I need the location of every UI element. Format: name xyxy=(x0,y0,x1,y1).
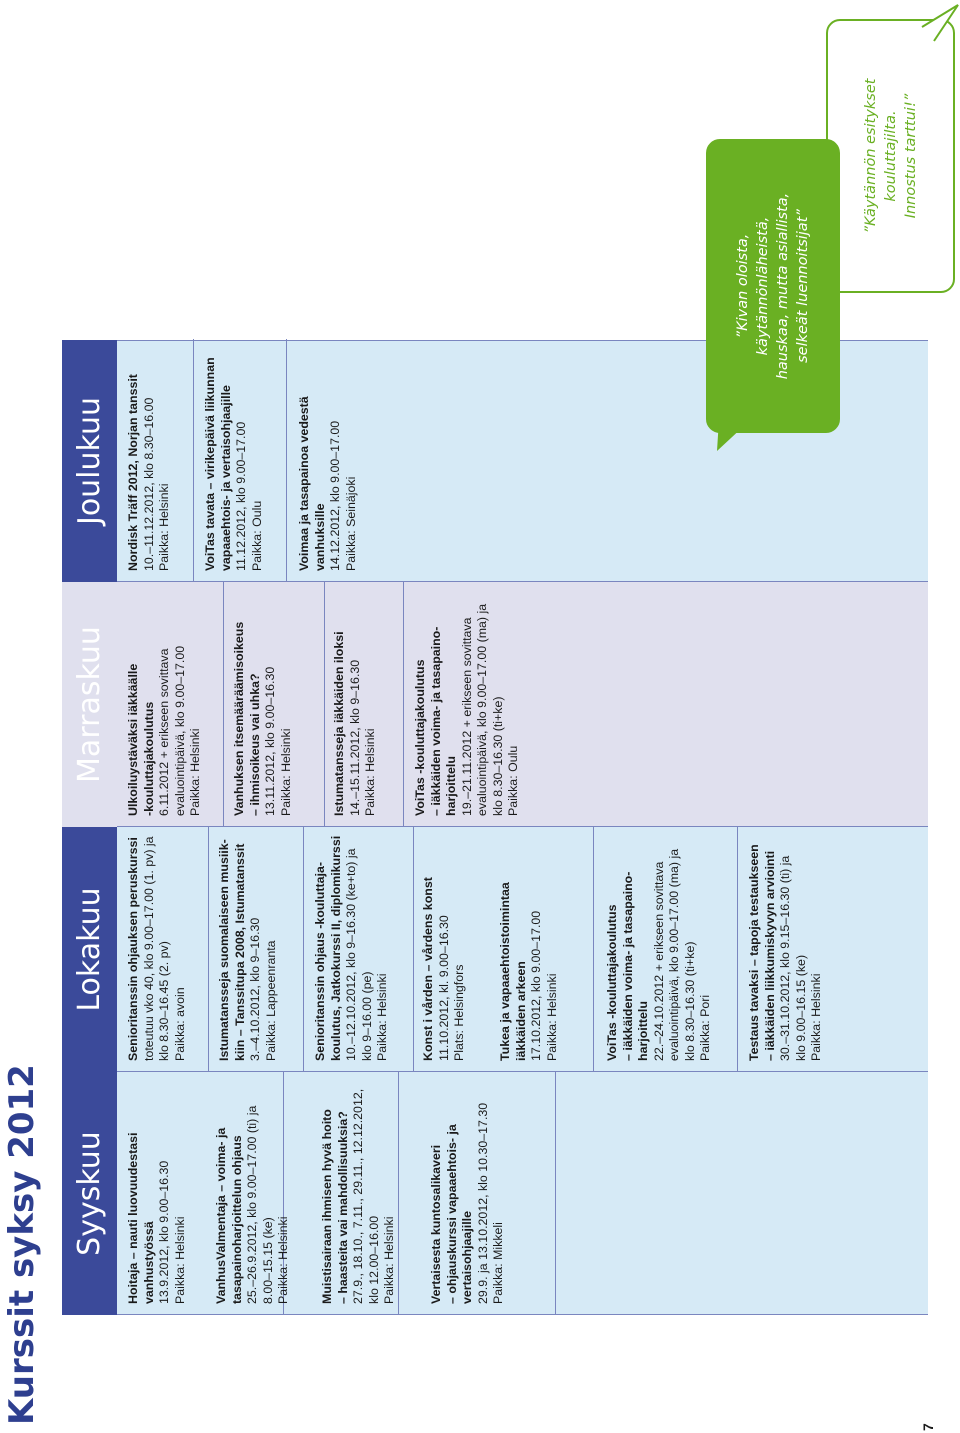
course-title: vapaaehtois- ja vertaisohjaajille xyxy=(218,385,233,571)
course-detail: Paikka: Helsinki xyxy=(363,728,377,816)
course-detail: Paikka: Helsinki xyxy=(375,973,389,1061)
quote-line: ”Kivan oloista, xyxy=(735,233,751,339)
course-title: Senioritanssin ohjaus -kouluttaja- xyxy=(313,862,327,1061)
course-detail: Paikka: Helsinki xyxy=(276,1216,290,1304)
divider xyxy=(737,826,738,1071)
course-detail: klo 9–16.00 (pe) xyxy=(359,971,374,1061)
quote-line: selkeät luennoitsijat” xyxy=(795,209,811,363)
divider xyxy=(286,339,287,581)
course-detail: evaluointipäivä, klo 9.00–17.00 xyxy=(172,645,187,816)
course-voitas-pori xyxy=(605,849,714,1061)
course-title: – iäkkäiden voima- ja tasapaino- xyxy=(620,871,635,1061)
course-detail: Paikka: Oulu xyxy=(506,745,520,816)
course-detail: evaluointipäivä, klo 9.00–17.00 (ma) ja xyxy=(475,603,489,816)
course-detail: 8.00–15.15 (ke) xyxy=(260,1217,275,1304)
course-title: – iäkkäiden liikkumiskyvyn arviointi xyxy=(762,850,777,1061)
course-title: koulutus, Jatkokurssi II, diplomikurssi xyxy=(328,835,343,1061)
divider xyxy=(208,826,209,1071)
divider xyxy=(555,1071,556,1314)
course-detail: Paikka: Helsinki xyxy=(278,728,293,816)
course-voimaa-vedesta xyxy=(297,396,359,571)
divider xyxy=(413,826,414,1071)
course-detail: Paikka: Helsinki xyxy=(188,728,202,816)
course-detail: klo 8.30–16.30 (ti+ke) xyxy=(490,696,505,816)
course-title: Ulkoiluystäväksi iäkkäälle xyxy=(126,663,140,816)
course-ulkoiluystavaksi xyxy=(126,646,204,816)
course-title: Tukea ja vapaaehtoistoimintaa xyxy=(498,882,512,1061)
course-detail: Paikka: Seinäjoki xyxy=(343,476,358,571)
course-title: harjoittelu xyxy=(444,756,458,816)
course-detail: Paikka: Helsinki xyxy=(172,1216,187,1304)
course-detail: klo 9.00–16.15 (ke) xyxy=(793,954,808,1061)
page-number: 7 xyxy=(920,1423,936,1431)
course-konst-i-varden xyxy=(421,877,468,1061)
course-istumatanssit-lappeenranta xyxy=(217,839,279,1061)
course-detail: 17.10.2012, klo 9.00–17.00 xyxy=(529,910,543,1061)
course-nordisk-traff xyxy=(126,374,173,571)
course-title: Vertaisesta kuntosalikaveri xyxy=(429,1144,443,1304)
course-detail: 19.–21.11.2012 + erikseen sovittava xyxy=(459,617,474,816)
divider xyxy=(223,581,224,826)
course-title: Konst i vården – vårdens konst xyxy=(421,877,435,1061)
course-detail: Paikka: Oulu xyxy=(249,500,264,571)
page-title: Kurssit syksy 2012 xyxy=(2,1064,42,1425)
bubble-tail-outline xyxy=(920,3,960,43)
divider xyxy=(403,581,404,826)
course-detail: evaluointipäivä, klo 9.00–17.00 (ma) ja xyxy=(667,848,681,1061)
divider xyxy=(398,1071,399,1314)
course-detail: 10.–12.10.2012, klo 9–16.30 (ke+to) ja xyxy=(344,848,358,1061)
course-detail: 27.9., 18.10., 7.11., 29.11., 12.12.2012, xyxy=(351,1088,365,1304)
course-title: Istumatansseja iäkkäiden iloksi xyxy=(332,631,346,816)
divider xyxy=(193,339,194,581)
course-detail: Paikka: Helsinki xyxy=(157,483,171,571)
course-detail: 10.–11.12.2012, klo 8.30–16.00 xyxy=(141,397,156,571)
course-title: VanhusValmentaja – voima- ja xyxy=(214,1127,228,1304)
course-detail: Paikka: Helsinki xyxy=(809,973,823,1061)
divider xyxy=(593,826,594,1071)
divider xyxy=(324,581,325,826)
course-detail: Plats: Helsingfors xyxy=(452,964,466,1061)
course-detail: 13.11.2012, klo 9.00–16.30 xyxy=(263,666,277,816)
course-vertaisesta xyxy=(429,1103,507,1304)
course-senioritanssi-peruskurssi xyxy=(126,836,188,1061)
course-senioritanssi-jatkokurssi xyxy=(313,836,391,1061)
column-lokakuu xyxy=(117,827,928,1072)
course-detail: Paikka: Pori xyxy=(698,994,712,1061)
column-syyskuu xyxy=(117,1072,928,1315)
course-detail: Paikka: Helsinki xyxy=(544,973,559,1061)
course-detail: Paikka: Lappeenranta xyxy=(263,940,278,1061)
course-title: kiin – Tanssitupa 2008, Istumatanssit xyxy=(232,843,247,1061)
month-header-joulukuu: Joulukuu xyxy=(62,340,117,582)
course-detail: 30.–31.10.2012, klo 9.15–16.30 (ti) ja xyxy=(778,855,792,1061)
divider xyxy=(303,826,304,1071)
quote-line: kouluttajilta. xyxy=(882,110,899,202)
course-testaus-tavaksi xyxy=(747,844,825,1061)
course-istumatanssit-iloksi xyxy=(332,631,379,816)
course-title: iäkkäiden arkeen xyxy=(513,961,528,1061)
course-hoitaja xyxy=(126,1133,188,1304)
quote-line: hauskaa, mutta asiallista, xyxy=(775,192,791,380)
course-detail: 11.12.2012, klo 9.00–17.00 xyxy=(234,421,248,571)
course-detail: Paikka: avoin xyxy=(172,987,187,1061)
course-vanhusvalmentaja xyxy=(214,1106,292,1304)
course-title: Istumatansseja suomalaiseen musiik- xyxy=(217,839,231,1061)
course-detail: 13.9.2012, klo 9.00–16.30 xyxy=(157,1160,171,1304)
course-detail: 25.–26.9.2012, klo 9.00–17.00 (ti) ja xyxy=(245,1105,259,1304)
month-header-marraskuu: Marraskuu xyxy=(62,582,117,827)
course-detail: klo 8.30–16.45 (2. pv) xyxy=(157,941,171,1061)
course-detail: 22.–24.10.2012 + erikseen sovittava xyxy=(651,861,666,1061)
course-detail: 14.–15.11.2012, klo 9–16.30 xyxy=(347,659,362,816)
course-title: Vanhuksen itsemääräämisoikeus xyxy=(232,621,246,816)
course-title: VoiTas tavata – virikepäivä liikunnan xyxy=(203,357,217,571)
course-title: tasapainoharjoittelun ohjaus xyxy=(229,1135,244,1304)
course-detail: 6.11.2012 + erikseen sovittava xyxy=(157,648,171,816)
course-voitas-oulu xyxy=(413,604,522,816)
course-title: vanhustyössä xyxy=(141,1221,156,1304)
course-title: Testaus tavaksi – tapoja testaukseen xyxy=(747,844,761,1061)
bubble-tail-filled xyxy=(715,417,755,453)
course-muistisairaan xyxy=(320,1089,398,1304)
course-title: – iäkkäiden voima- ja tasapaino- xyxy=(428,626,443,816)
course-detail: klo 12.00–16.00 xyxy=(366,1215,381,1304)
quote-line: Innostus tarttui!” xyxy=(902,93,919,219)
course-detail: klo 8.30–16.30 (ti+ke) xyxy=(682,941,697,1061)
course-title: – haasteita vai mahdollisuuksia? xyxy=(335,1111,350,1304)
course-title: vertaisohjaajille xyxy=(460,1211,474,1304)
course-title: vanhuksille xyxy=(312,503,327,571)
course-title: Nordisk Träff 2012, Norjan tanssit xyxy=(126,374,140,571)
course-detail: Paikka: Helsinki xyxy=(382,1216,396,1304)
course-detail: 3.–4.10.2012, klo 9–16.30 xyxy=(248,917,262,1061)
column-marraskuu xyxy=(117,582,928,827)
quote-line: käytännönläheistä, xyxy=(755,216,771,356)
course-title: – ihmisoikeus vai uhka? xyxy=(247,673,262,816)
course-title: Hoitaja – nauti luovuudestasi xyxy=(126,1132,140,1304)
quote-bubble-filled xyxy=(706,139,840,433)
course-detail: 29.9. ja 13.10.2012, klo 10.30–17.30 xyxy=(475,1102,490,1304)
course-title: Senioritanssin ohjauksen peruskurssi xyxy=(126,837,140,1061)
month-header-lokakuu: Lokakuu xyxy=(62,827,117,1072)
quote-line: ”Käytännön esitykset xyxy=(862,78,879,234)
course-itsemaaraamisoikeus xyxy=(232,622,294,816)
month-header-syyskuu: Syyskuu xyxy=(62,1072,117,1315)
course-detail: 14.12.2012, klo 9.00–17.00 xyxy=(328,420,342,571)
course-detail: toteutuu vko 40, klo 9.00–17.00 (1. pv) ja xyxy=(141,836,156,1061)
course-title: – ohjauskurssi vapaaehtois- ja xyxy=(444,1124,459,1304)
course-detail: 11.10.2012, kl. 9.00–16.30 xyxy=(436,915,451,1061)
course-voitas-tavata xyxy=(203,357,265,571)
course-title: -kouluttajakoulutus xyxy=(141,701,156,816)
course-title: VoiTas -kouluttajakoulutus xyxy=(413,659,427,816)
course-title: VoiTas -kouluttajakoulutus xyxy=(605,904,619,1061)
course-detail: Paikka: Mikkeli xyxy=(491,1222,505,1304)
course-title: Voimaa ja tasapainoa vedestä xyxy=(297,396,311,571)
quote-bubble-outline xyxy=(826,19,955,293)
course-title: Muistisairaan ihmisen hyvä hoito xyxy=(320,1109,334,1304)
course-tukea-vapaaehtois xyxy=(498,882,560,1061)
course-title: harjoittelu xyxy=(636,1001,650,1061)
